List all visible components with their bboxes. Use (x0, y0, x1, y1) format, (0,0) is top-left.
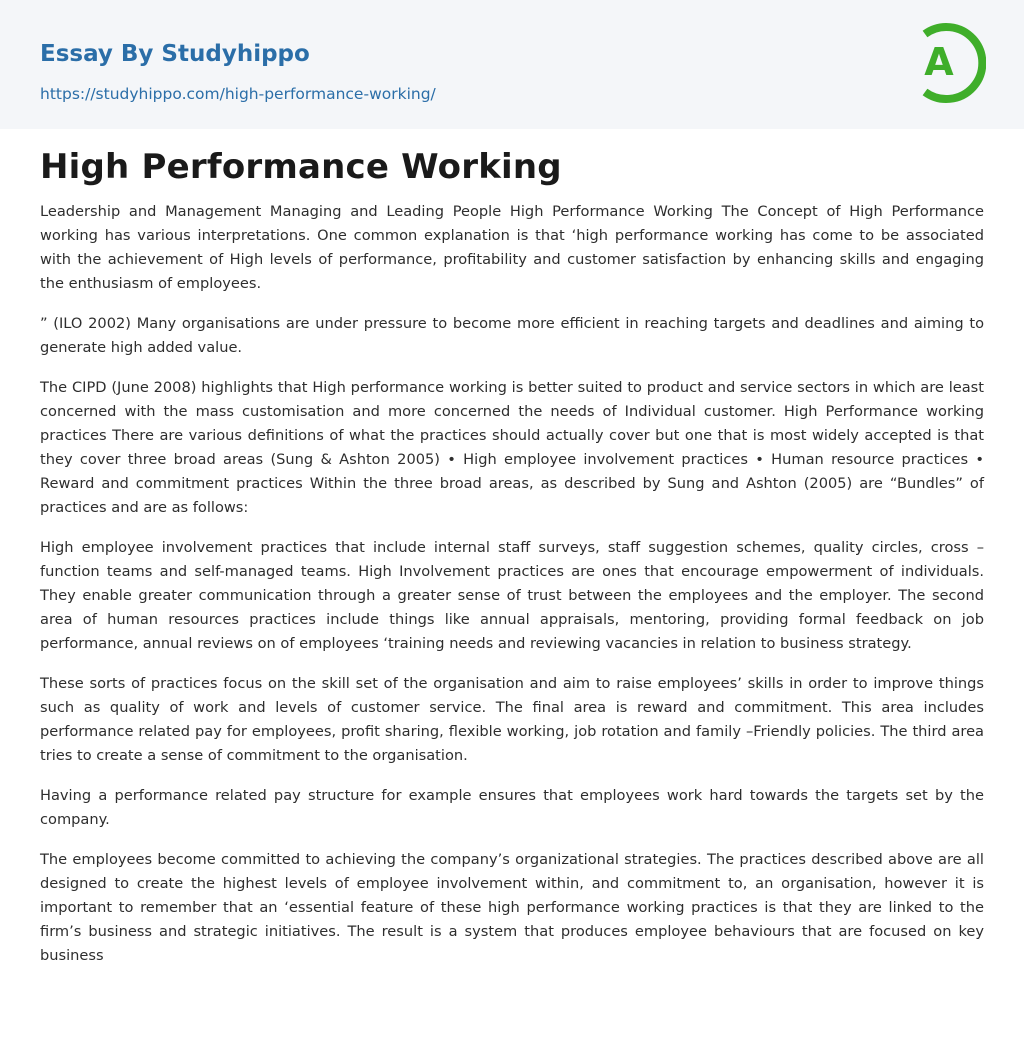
site-header (0, 0, 1024, 129)
essay-paragraph: Having a performance related pay structure for example ensures that employees work hard towards the targets set by the company. (40, 787, 984, 828)
studyhippo-logo-icon[interactable] (912, 20, 986, 106)
essay-paragraph: These sorts of practices focus on the skill set of the organisation and aim to raise employees’ skills in order to improve things such as quality of work and levels of customer service. The final area is reward and commitment. This area includes performance related pay for employees, profit sharing, flexible working, job rotation and family –Friendly policies. The third area tries to create a sense of commitment to the organisation. (40, 675, 984, 764)
essay-paragraph: The employees become committed to achieving the company’s organizational strategies. The practices described above are all designed to create the highest levels of employee involvement within, and commitment to, an organisation, however it is important to remember that an ‘essential feature of these high performance working practices is that they are linked to the firm’s business and strategic initiatives. The result is a system that produces employee behaviours that are focused on key business (40, 851, 984, 964)
essay-url-link[interactable]: https://studyhippo.com/high-performance-working/ (40, 85, 436, 103)
essay-paragraph: Leadership and Management Managing and Leading People High Performance Working The Concept of High Performance working has various interpretations. One common explanation is that ‘high performance working has come to be associated with the achievement of High levels of performance, profitability and customer satisfaction by enhancing skills and engaging the enthusiasm of employees. (40, 203, 984, 292)
essay-paragraph: ” (ILO 2002) Many organisations are under pressure to become more efficient in reaching targets and deadlines and aiming to generate high added value. (40, 315, 984, 356)
essay-body (40, 200, 984, 984)
essay-title: High Performance Working (40, 147, 562, 187)
essay-paragraph: The CIPD (June 2008) highlights that High performance working is better suited to product and service sectors in which are least concerned with the mass customisation and more concerned the needs of Individual customer. High Performance working practices There are various definitions of what the practices should actually cover but one that is most widely accepted is that they cover three broad areas (Sung & Ashton 2005) • High employee involvement practices • Human resource practices • Reward and commitment practices Within the three broad areas, as described by Sung and Ashton (2005) are “Bundles” of practices and are as follows: (40, 379, 984, 516)
essay-paragraph: High employee involvement practices that include internal staff surveys, staff suggestion schemes, quality circles, cross –function teams and self-managed teams. High Involvement practices are ones that encourage empowerment of individuals. They enable greater communication through a greater sense of trust between the employees and the employer. The second area of human resources practices include things like annual appraisals, mentoring, providing formal feedback on job performance, annual reviews on of employees ‘training needs and reviewing vacancies in relation to business strategy. (40, 539, 984, 652)
site-brand[interactable]: Essay By Studyhippo (40, 41, 310, 67)
logo-letter: A (924, 40, 954, 84)
